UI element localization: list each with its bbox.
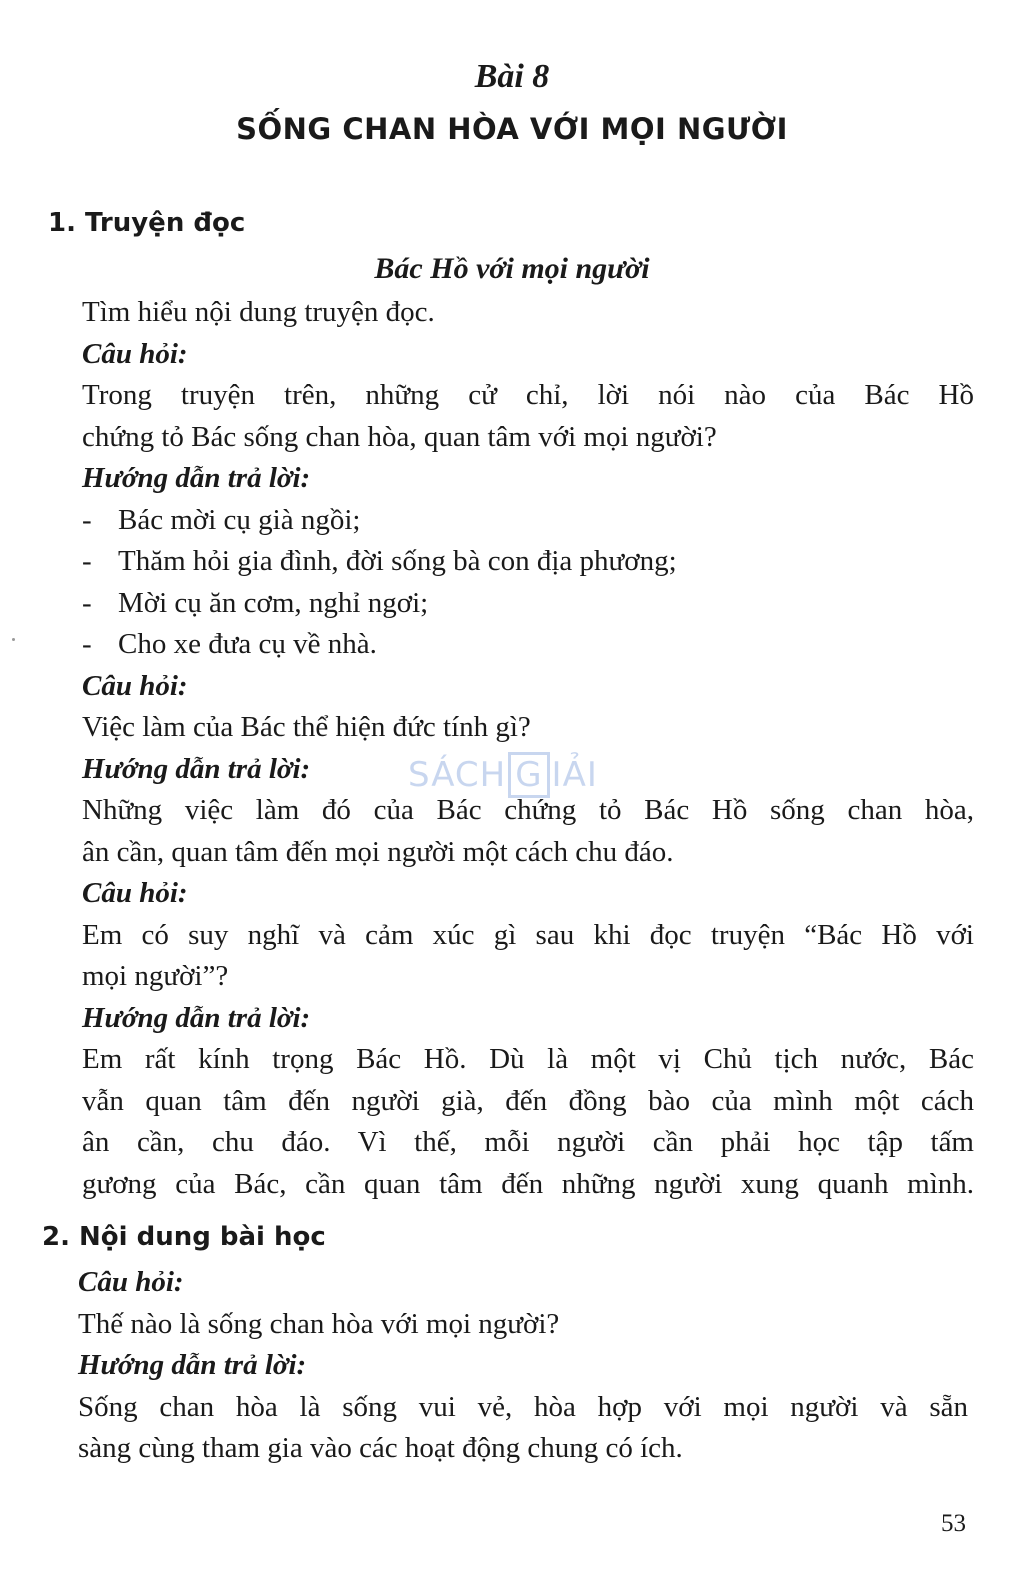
answer-label: Hướng dẫn trả lời: (82, 462, 311, 494)
answer-bullet: - Bác mời cụ già ngồi; (82, 503, 361, 536)
question-text: Việc làm của Bác thể hiện đức tính gì? (82, 711, 531, 743)
question-label: Câu hỏi: (82, 337, 188, 370)
section-heading-lesson-content: 2. Nội dung bài học (42, 1222, 326, 1252)
question-label: Câu hỏi: (82, 669, 188, 702)
intro-text: Tìm hiểu nội dung truyện đọc. (82, 296, 435, 328)
answer-label: Hướng dẫn trả lời: (82, 1001, 311, 1034)
story-title: Bác Hồ với mọi người (374, 252, 650, 285)
margin-dot (12, 638, 15, 641)
answer-text: sàng cùng tham gia vào các hoạt động chung có ích. (78, 1432, 683, 1464)
answer-bullet-text: Bác mời cụ già ngồi; (118, 503, 361, 536)
answer-label: Hướng dẫn trả lời: (78, 1349, 307, 1381)
question-text: mọi người”? (82, 960, 229, 992)
answer-bullet-text: Cho xe đưa cụ về nhà. (118, 628, 377, 660)
watermark-text: SÁCH (408, 755, 507, 795)
question-text: Thế nào là sống chan hòa với mọi người? (78, 1307, 560, 1340)
answer-text: Những việc làm đó của Bác chứng tỏ Bác Hồ sống chan hòa, (82, 794, 974, 826)
answer-text: Em rất kính trọng Bác Hồ. Dù là một vị Chủ tịch nước, Bác (82, 1043, 974, 1075)
section2-body (78, 1262, 968, 1470)
question-label: Câu hỏi: (82, 877, 188, 909)
watermark-box-letter: G (508, 752, 549, 798)
answer-bullet-text: Mời cụ ăn cơm, nghỉ ngơi; (118, 586, 429, 619)
lesson-number: Bài 8 (474, 58, 550, 95)
answer-text: gương của Bác, cần quan tâm đến những người xung quanh mình. (82, 1167, 974, 1200)
answer-bullet: - Thăm hỏi gia đình, đời sống bà con địa phương; (82, 545, 677, 577)
section1-body (82, 292, 974, 1205)
answer-bullet-text: Thăm hỏi gia đình, đời sống bà con địa phương; (118, 545, 677, 577)
question-text: chứng tỏ Bác sống chan hòa, quan tâm với mọi người? (82, 420, 717, 453)
answer-bullet: - Mời cụ ăn cơm, nghỉ ngơi; (82, 586, 429, 619)
answer-text: ân cần, quan tâm đến mọi người một cách chu đáo. (82, 835, 674, 868)
watermark-text: IẢI (551, 755, 598, 795)
answer-bullet: - Cho xe đưa cụ về nhà. (82, 628, 377, 660)
question-label: Câu hỏi: (78, 1266, 184, 1298)
lesson-title: SỐNG CHAN HÒA VỚI MỌI NGƯỜI (236, 112, 788, 146)
answer-text: Sống chan hòa là sống vui vẻ, hòa hợp với mọi người và sẵn (78, 1390, 968, 1423)
answer-text: ân cần, chu đáo. Vì thế, mỗi người cần phải học tập tấm (82, 1126, 974, 1158)
page-number: 53 (941, 1510, 966, 1537)
answer-text: vẫn quan tâm đến người già, đến đồng bào của mình một cách (82, 1084, 974, 1117)
answer-label: Hướng dẫn trả lời: (82, 752, 311, 785)
watermark-logo (408, 752, 598, 798)
question-text: Trong truyện trên, những cử chỉ, lời nói nào của Bác Hồ (82, 379, 974, 411)
section-heading-story: 1. Truyện đọc (48, 208, 246, 238)
question-text: Em có suy nghĩ và cảm xúc gì sau khi đọc truyện “Bác Hồ với (82, 918, 974, 951)
